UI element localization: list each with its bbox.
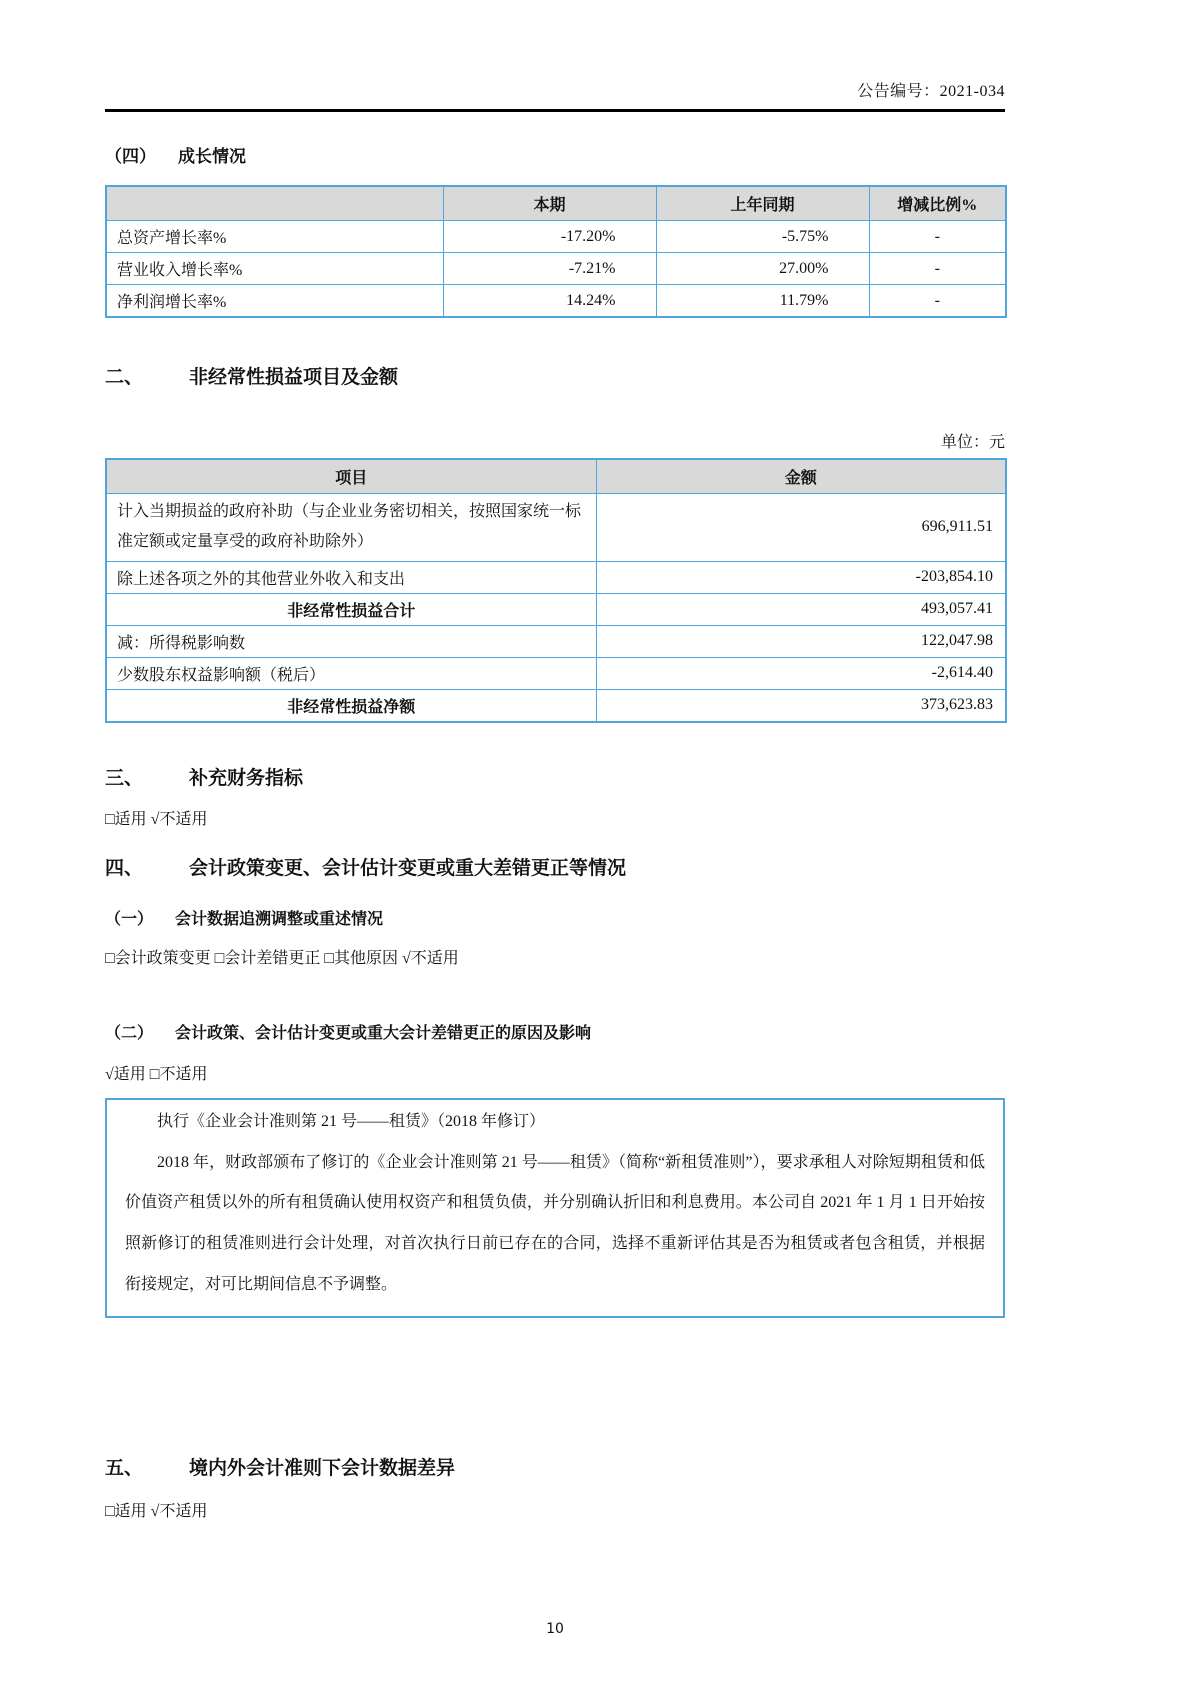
growth-table xyxy=(105,185,1007,318)
subsection-reason-index: （二） xyxy=(105,1024,154,1042)
section-growth-index: （四） xyxy=(105,147,156,166)
supplementary-applicability: □适用 √不适用 xyxy=(105,810,208,828)
subsection-reason-title: 会计政策、会计估计变更或重大会计差错更正的原因及影响 xyxy=(175,1024,592,1042)
section-accounting-change-heading xyxy=(105,853,1005,880)
section-growth-title: 成长情况 xyxy=(178,147,246,166)
section-domestic-foreign-heading xyxy=(105,1453,1005,1480)
section-growth-heading xyxy=(105,142,1005,167)
section-supplementary-title: 补充财务指标 xyxy=(189,767,304,789)
subsection-restatement-heading xyxy=(105,906,1005,929)
table-row xyxy=(106,253,1006,285)
nonrecurring-row-item: 减：所得税影响数 xyxy=(106,625,596,657)
section-supplementary-heading xyxy=(105,763,1005,790)
nonrecurring-row-item: 少数股东权益影响额（税后） xyxy=(106,657,596,689)
header-rule xyxy=(105,109,1005,112)
subsection-restatement-title: 会计数据追溯调整或重述情况 xyxy=(175,910,384,928)
section-nonrecurring-title: 非经常性损益项目及金额 xyxy=(189,367,399,388)
nonrecurring-row-amount: -2,614.40 xyxy=(596,657,1006,689)
section-domestic-foreign-index: 五、 xyxy=(105,1457,144,1479)
section-accounting-change-index: 四、 xyxy=(105,857,144,879)
section-domestic-foreign-title: 境内外会计准则下会计数据差异 xyxy=(189,1457,456,1479)
nonrecurring-row-amount: 696,911.51 xyxy=(596,494,1006,562)
growth-row-label: 总资产增长率% xyxy=(106,221,443,253)
growth-col-current: 本期 xyxy=(443,186,656,221)
growth-table-header-row xyxy=(106,186,1006,221)
reason-line1: 执行《企业会计准则第 21 号——租赁》（2018 年修订） xyxy=(157,1112,546,1130)
nonrecurring-table xyxy=(105,458,1007,723)
growth-col-prior: 上年同期 xyxy=(656,186,869,221)
section-accounting-change-title: 会计政策变更、会计估计变更或重大差错更正等情况 xyxy=(189,857,627,879)
table-row xyxy=(106,625,1006,657)
nonrecurring-row-item: 除上述各项之外的其他营业外收入和支出 xyxy=(106,561,596,593)
growth-row-current: -17.20% xyxy=(443,221,656,253)
nonrecurring-col-amount: 金额 xyxy=(596,459,1006,494)
domestic-foreign-applicability: □适用 √不适用 xyxy=(105,1502,208,1520)
table-row-total xyxy=(106,689,1006,722)
growth-row-label: 营业收入增长率% xyxy=(106,253,443,285)
growth-row-prior: 27.00% xyxy=(656,253,869,285)
nonrecurring-row-amount: 122,047.98 xyxy=(596,625,1006,657)
nonrecurring-row-amount: 493,057.41 xyxy=(596,593,1006,625)
growth-row-change: - xyxy=(869,221,1006,253)
nonrecurring-row-item: 计入当期损益的政府补助（与企业业务密切相关，按照国家统一标准定额或定量享受的政府补助除外） xyxy=(106,494,596,562)
reason-applicability: √适用 □不适用 xyxy=(105,1065,208,1083)
reason-paragraph: 2018 年，财政部颁布了修订的《企业会计准则第 21 号——租赁》（简称“新租赁准则”），要求承租人对除短期租赁和低价值资产租赁以外的所有租赁确认使用权资产和租赁负债，并分别确认折旧和利息费用。本公司自 2021 年 1 月 1 日开始按照新修订的租赁准则进行会计处理，对首次执行日前已存在的合同，选择不重新评估其是否为租赁或者包含租赁，并根据衔接规定，对可比期间信息不予调整。 xyxy=(125,1153,985,1293)
reason-text-box xyxy=(105,1098,1005,1318)
growth-row-change: - xyxy=(869,285,1006,318)
growth-row-change: - xyxy=(869,253,1006,285)
subsection-reason-heading xyxy=(105,1020,1005,1043)
growth-row-current: -7.21% xyxy=(443,253,656,285)
page-number: 10 xyxy=(546,1620,564,1637)
restatement-options: □会计政策变更 □会计差错更正 □其他原因 √不适用 xyxy=(105,949,459,967)
subsection-restatement-index: （一） xyxy=(105,910,154,928)
table-row-subtotal xyxy=(106,593,1006,625)
announcement-number: 公告编号：2021-034 xyxy=(857,83,1005,100)
section-nonrecurring-heading xyxy=(105,362,1005,389)
growth-row-label: 净利润增长率% xyxy=(106,285,443,318)
table-row xyxy=(106,494,1006,562)
growth-row-current: 14.24% xyxy=(443,285,656,318)
table-row xyxy=(106,221,1006,253)
growth-col-blank xyxy=(106,186,443,221)
nonrecurring-row-amount: 373,623.83 xyxy=(596,689,1006,722)
growth-row-prior: 11.79% xyxy=(656,285,869,318)
section-nonrecurring-index: 二、 xyxy=(105,367,144,388)
table-row xyxy=(106,285,1006,318)
table-row xyxy=(106,561,1006,593)
nonrecurring-col-item: 项目 xyxy=(106,459,596,494)
growth-row-prior: -5.75% xyxy=(656,221,869,253)
growth-col-change: 增减比例% xyxy=(869,186,1006,221)
nonrecurring-row-amount: -203,854.10 xyxy=(596,561,1006,593)
nonrecurring-row-item: 非经常性损益净额 xyxy=(106,689,596,722)
nonrecurring-row-item: 非经常性损益合计 xyxy=(106,593,596,625)
section-supplementary-index: 三、 xyxy=(105,767,144,789)
table-row xyxy=(106,657,1006,689)
nonrecurring-table-header-row xyxy=(106,459,1006,494)
unit-note: 单位：元 xyxy=(940,434,1005,451)
